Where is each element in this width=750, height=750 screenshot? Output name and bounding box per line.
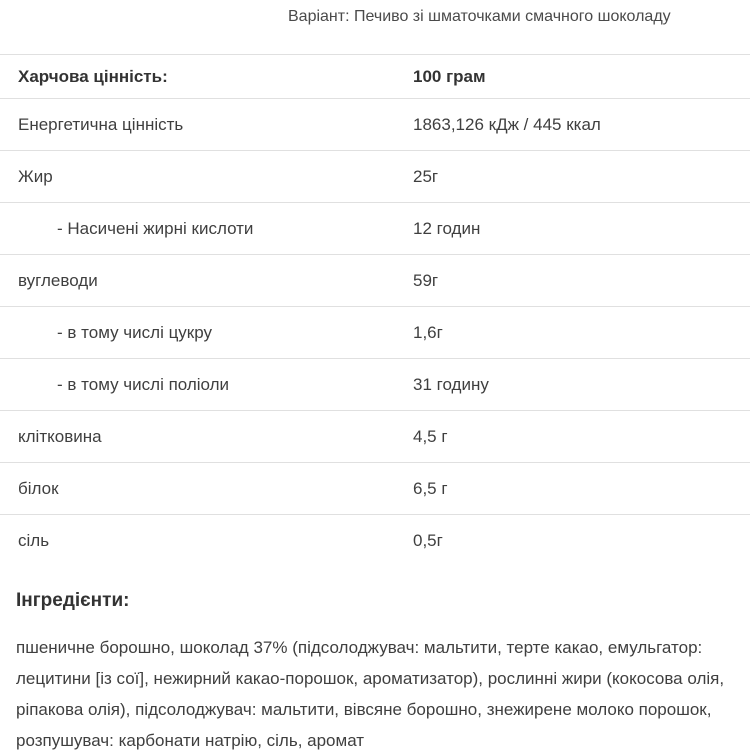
nutrition-row xyxy=(0,411,750,463)
nutrient-value: 0,5г xyxy=(413,530,443,550)
nutrition-table-header xyxy=(0,55,750,99)
nutrition-row xyxy=(0,151,750,203)
nutrient-name: сіль xyxy=(18,530,50,550)
nutrient-value: 59г xyxy=(413,270,439,290)
nutrient-name: клітковина xyxy=(18,426,102,446)
nutrient-value: 1863,126 кДж / 445 ккал xyxy=(413,114,601,134)
nutrition-row xyxy=(0,203,750,255)
nutrient-name: Жир xyxy=(18,166,53,186)
nutrition-row xyxy=(0,307,750,359)
nutrition-table-body xyxy=(0,99,750,566)
nutrient-name: Енергетична цінність xyxy=(18,114,184,134)
nutrition-row xyxy=(0,255,750,307)
ingredients-text: пшеничне борошно, шоколад 37% (підсолоджувач: мальтити, терте какао, емульгатор: лецитини [із сої], нежирний какао-порошок, ароматизатор), рослинні жири (кокосова олія, ріпакова олія), підсолоджувач: мальтити, вівсяне борошно, знежирене молоко порошок, розпушувач: карбонати натрію, сіль, аромат xyxy=(16,638,725,750)
nutrition-row xyxy=(0,515,750,566)
nutrient-value: 4,5 г xyxy=(413,426,448,446)
nutrition-table xyxy=(0,54,750,566)
nutrient-value: 25г xyxy=(413,166,439,186)
variant-label: Варіант: xyxy=(288,8,350,25)
nutrition-header-label: Харчова цінність: xyxy=(18,66,168,86)
variant-line xyxy=(288,8,671,26)
nutrient-value: 31 годину xyxy=(413,374,489,394)
nutrient-name: - в тому числі поліоли xyxy=(57,374,230,394)
nutrient-value: 12 годин xyxy=(413,218,481,238)
nutrient-name: вуглеводи xyxy=(18,270,98,290)
nutrition-row xyxy=(0,463,750,515)
nutrient-name: - в тому числі цукру xyxy=(57,322,213,342)
nutrient-value: 6,5 г xyxy=(413,478,448,498)
nutrition-row xyxy=(0,359,750,411)
ingredients-title: Інгредієнти: xyxy=(16,590,130,611)
ingredients-section xyxy=(16,590,738,750)
variant-value: Печиво зі шматочками смачного шоколаду xyxy=(353,8,671,25)
nutrition-header-amount: 100 грам xyxy=(413,66,486,86)
nutrient-name: - Насичені жирні кислоти xyxy=(57,218,254,238)
nutrition-row xyxy=(0,99,750,151)
nutrient-name: білок xyxy=(18,478,59,498)
nutrient-value: 1,6г xyxy=(413,322,443,342)
